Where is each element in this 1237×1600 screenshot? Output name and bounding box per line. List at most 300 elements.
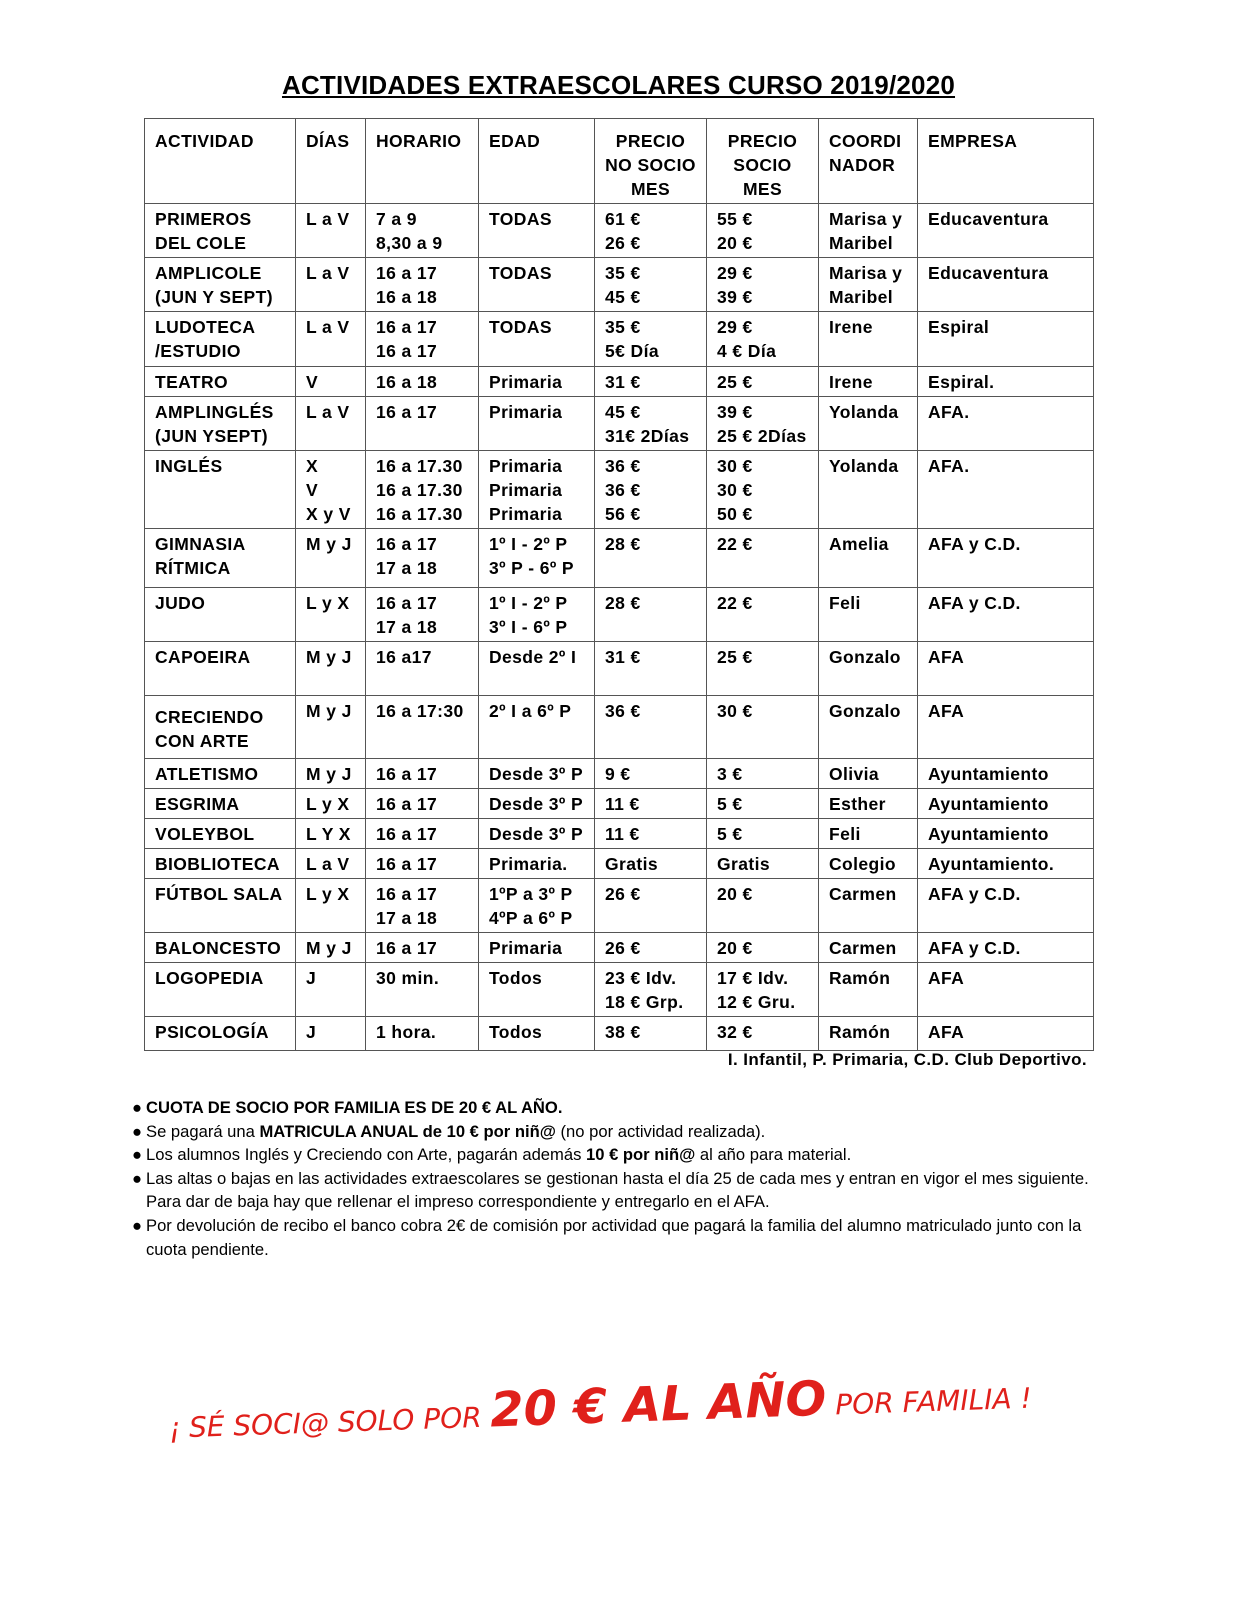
- cell-line: 45 €: [605, 402, 641, 422]
- cell-line: Marisa y: [829, 263, 903, 283]
- cell-line: M y J: [306, 764, 352, 784]
- cell-line: 32 €: [717, 1022, 753, 1042]
- cell-line: Primaria: [489, 938, 563, 958]
- cell-precio-socio: [707, 696, 819, 759]
- cell-line: CAPOEIRA: [155, 647, 251, 667]
- header-line: NO SOCIO: [605, 155, 696, 175]
- table-row: [145, 204, 1094, 258]
- abbreviations-legend: I. Infantil, P. Primaria, C.D. Club Deportivo.: [727, 1050, 1087, 1069]
- cell-line: 1º I - 2º P: [489, 593, 568, 613]
- cell-line: 36 €: [605, 456, 641, 476]
- bullet-icon: ●: [132, 1215, 143, 1235]
- cell-line: Ayuntamiento: [928, 764, 1049, 784]
- cell-line: AFA y C.D.: [928, 884, 1021, 904]
- cell-line: Todos: [489, 1022, 543, 1042]
- cell-line: Ayuntamiento: [928, 794, 1049, 814]
- cell-precio-no-socio: [595, 367, 707, 397]
- cell-dias: [296, 933, 366, 963]
- cell-precio-no-socio: [595, 258, 707, 312]
- cell-line: 17 a 18: [376, 908, 438, 928]
- cell-coordinador: [819, 1017, 918, 1051]
- cell-horario: [366, 819, 479, 849]
- cell-line: 56 €: [605, 504, 641, 524]
- cell-line: Desde 3º P: [489, 764, 584, 784]
- cell-line: V: [306, 372, 319, 392]
- header-line: MES: [630, 179, 671, 199]
- cell-line: 12 € Gru.: [717, 992, 796, 1012]
- cell-empresa: [918, 204, 1094, 258]
- cell-line: 30 €: [717, 480, 753, 500]
- cell-line: 4ºP a 6º P: [489, 908, 573, 928]
- cell-line: Educaventura: [928, 209, 1049, 229]
- cell-horario: [366, 529, 479, 588]
- banner-part-1: ¡ SÉ SOCI@ SOLO POR: [168, 1400, 492, 1445]
- cell-line: L Y X: [306, 824, 351, 844]
- cell-coordinador: [819, 258, 918, 312]
- banner-text: [168, 1363, 1032, 1450]
- cell-line: FÚTBOL SALA: [155, 884, 283, 904]
- cell-precio-no-socio: [595, 451, 707, 529]
- cell-empresa: [918, 258, 1094, 312]
- cell-line: PSICOLOGÍA: [155, 1022, 269, 1042]
- cell-edad: [479, 1017, 595, 1051]
- cell-edad: [479, 258, 595, 312]
- cell-precio-no-socio: [595, 588, 707, 642]
- cell-line: Espiral: [928, 317, 990, 337]
- cell-line: 9 €: [605, 764, 631, 784]
- cell-empresa: [918, 789, 1094, 819]
- cell-line: Maribel: [829, 287, 894, 307]
- header-actividad: [145, 119, 296, 204]
- cell-actividad: [145, 588, 296, 642]
- table-row: [145, 367, 1094, 397]
- cell-line: V: [306, 480, 319, 500]
- cell-dias: [296, 367, 366, 397]
- cell-line: 16 a 17: [376, 317, 438, 337]
- cell-horario: [366, 397, 479, 451]
- cell-line: 26 €: [605, 884, 641, 904]
- cell-line: 17 a 18: [376, 558, 438, 578]
- cell-line: 1 hora.: [376, 1022, 437, 1042]
- cell-line: TEATRO: [155, 372, 229, 392]
- cell-dias: [296, 529, 366, 588]
- cell-line: 5€ Día: [605, 341, 659, 361]
- cell-coordinador: [819, 204, 918, 258]
- cell-precio-no-socio: [595, 642, 707, 696]
- cell-empresa: [918, 849, 1094, 879]
- table-row: [145, 258, 1094, 312]
- cell-line: Primaria: [489, 456, 563, 476]
- cell-horario: [366, 759, 479, 789]
- cell-dias: [296, 879, 366, 933]
- cell-line: Ayuntamiento: [928, 824, 1049, 844]
- cell-line: AMPLINGLÉS: [155, 402, 274, 422]
- cell-empresa: [918, 397, 1094, 451]
- cell-empresa: [918, 963, 1094, 1017]
- cell-line: Primaria: [489, 480, 563, 500]
- cell-line: JUDO: [155, 593, 206, 613]
- cell-line: 17 a 18: [376, 617, 438, 637]
- cell-precio-no-socio: [595, 397, 707, 451]
- cell-line: 16 a 17: [376, 402, 438, 422]
- cell-line: Primaria: [489, 402, 563, 422]
- cell-precio-socio: [707, 933, 819, 963]
- cell-line: TODAS: [489, 317, 552, 337]
- cell-actividad: [145, 1017, 296, 1051]
- cell-dias: [296, 312, 366, 367]
- cell-coordinador: [819, 879, 918, 933]
- cell-line: VOLEYBOL: [155, 824, 255, 844]
- cell-line: (JUN Y SEPT): [155, 287, 273, 307]
- cell-edad: [479, 849, 595, 879]
- cell-edad: [479, 879, 595, 933]
- cell-line: AMPLICOLE: [155, 263, 262, 283]
- activities-table: [144, 118, 1094, 1051]
- cell-edad: [479, 397, 595, 451]
- cell-actividad: [145, 849, 296, 879]
- cell-empresa: [918, 879, 1094, 933]
- cell-line: CON ARTE: [155, 731, 249, 751]
- cell-line: INGLÉS: [155, 456, 223, 476]
- cell-line: 5 €: [717, 824, 743, 844]
- header-dias: [296, 119, 366, 204]
- cell-precio-no-socio: [595, 1017, 707, 1051]
- header-line: HORARIO: [376, 131, 462, 151]
- cell-line: 39 €: [717, 287, 753, 307]
- table-row: [145, 588, 1094, 642]
- banner-part-2: 20 € AL AÑO: [489, 1370, 828, 1439]
- cell-actividad: [145, 367, 296, 397]
- header-precio-no-socio: [595, 119, 707, 204]
- cell-precio-socio: [707, 451, 819, 529]
- cell-precio-no-socio: [595, 312, 707, 367]
- cell-line: 16 a 17.30: [376, 456, 463, 476]
- cell-precio-socio: [707, 879, 819, 933]
- cell-line: 20 €: [717, 233, 753, 253]
- cell-line: /ESTUDIO: [155, 341, 241, 361]
- cell-line: TODAS: [489, 209, 552, 229]
- cell-precio-no-socio: [595, 529, 707, 588]
- cell-dias: [296, 819, 366, 849]
- cell-line: 36 €: [605, 701, 641, 721]
- cell-line: Esther: [829, 794, 886, 814]
- note-text: Se pagará una: [146, 1121, 260, 1141]
- cell-line: AFA.: [928, 402, 970, 422]
- cell-horario: [366, 879, 479, 933]
- cell-line: 16 a 17: [376, 534, 438, 554]
- cell-line: ESGRIMA: [155, 794, 240, 814]
- cell-empresa: [918, 642, 1094, 696]
- cell-line: 28 €: [605, 593, 641, 613]
- cell-precio-socio: [707, 204, 819, 258]
- cell-edad: [479, 588, 595, 642]
- note-item: [132, 1143, 1092, 1167]
- cell-coordinador: [819, 529, 918, 588]
- table-row: [145, 1017, 1094, 1051]
- note-text: 10 € por niñ@: [586, 1145, 696, 1165]
- cell-line: Gratis: [605, 854, 658, 874]
- cell-horario: [366, 849, 479, 879]
- cell-horario: [366, 789, 479, 819]
- cell-line: AFA.: [928, 456, 970, 476]
- cell-horario: [366, 204, 479, 258]
- cell-line: 38 €: [605, 1022, 641, 1042]
- cell-edad: [479, 696, 595, 759]
- cell-dias: [296, 642, 366, 696]
- cell-line: AFA y C.D.: [928, 534, 1021, 554]
- cell-edad: [479, 819, 595, 849]
- header-line: MES: [742, 179, 783, 199]
- cell-line: Ramón: [829, 968, 891, 988]
- cell-horario: [366, 1017, 479, 1051]
- cell-line: Irene: [829, 372, 873, 392]
- cell-line: CRECIENDO: [155, 707, 264, 727]
- header-line: ACTIVIDAD: [155, 131, 254, 151]
- cell-precio-no-socio: [595, 204, 707, 258]
- cell-line: Primaria: [489, 372, 563, 392]
- cell-line: M y J: [306, 701, 352, 721]
- cell-empresa: [918, 312, 1094, 367]
- cell-line: 1ºP a 3º P: [489, 884, 573, 904]
- cell-dias: [296, 588, 366, 642]
- cell-horario: [366, 642, 479, 696]
- cell-line: 28 €: [605, 534, 641, 554]
- cell-line: 29 €: [717, 317, 753, 337]
- cell-edad: [479, 529, 595, 588]
- cell-dias: [296, 1017, 366, 1051]
- header-line: COORDI: [829, 131, 902, 151]
- header-line: NADOR: [829, 155, 896, 175]
- cell-line: L y X: [306, 794, 350, 814]
- cell-actividad: [145, 879, 296, 933]
- cell-coordinador: [819, 849, 918, 879]
- cell-actividad: [145, 933, 296, 963]
- cell-edad: [479, 933, 595, 963]
- cell-line: 35 €: [605, 263, 641, 283]
- header-line: EMPRESA: [928, 131, 1018, 151]
- cell-edad: [479, 451, 595, 529]
- cell-line: Feli: [829, 593, 861, 613]
- cell-line: 50 €: [717, 504, 753, 524]
- cell-precio-socio: [707, 789, 819, 819]
- cell-dias: [296, 204, 366, 258]
- notes-list: [132, 1096, 1092, 1261]
- cell-line: 3 €: [717, 764, 743, 784]
- cell-line: 3º P - 6º P: [489, 558, 574, 578]
- cell-line: 4 € Día: [717, 341, 777, 361]
- table-row: [145, 849, 1094, 879]
- cell-line: M y J: [306, 534, 352, 554]
- note-item: [132, 1120, 1092, 1144]
- cell-coordinador: [819, 588, 918, 642]
- note-text: Las altas o bajas en las actividades extraescolares se gestionan hasta el día 25 de cada mes y entran en vigor el mes siguiente. Para dar de baja hay que rellenar el impreso correspondiente y entregarlo en el AFA.: [146, 1168, 1089, 1212]
- cell-line: 16 a 17: [376, 593, 438, 613]
- table-row: [145, 696, 1094, 759]
- cell-empresa: [918, 933, 1094, 963]
- cell-horario: [366, 588, 479, 642]
- cell-line: 22 €: [717, 534, 753, 554]
- cell-line: Desde 3º P: [489, 794, 584, 814]
- cell-precio-no-socio: [595, 933, 707, 963]
- cell-line: LUDOTECA: [155, 317, 256, 337]
- cell-line: 16 a 17: [376, 854, 438, 874]
- cell-line: X y V: [306, 504, 351, 524]
- cell-line: Olivia: [829, 764, 880, 784]
- bullet-icon: ●: [132, 1098, 143, 1117]
- cell-line: Gonzalo: [829, 701, 901, 721]
- cell-line: 35 €: [605, 317, 641, 337]
- cell-line: (JUN YSEPT): [155, 426, 268, 446]
- cell-actividad: [145, 312, 296, 367]
- table-row: [145, 879, 1094, 933]
- cell-empresa: [918, 759, 1094, 789]
- cell-line: 25 €: [717, 372, 753, 392]
- header-line: PRECIO: [615, 131, 686, 151]
- cell-precio-socio: [707, 1017, 819, 1051]
- cell-precio-no-socio: [595, 789, 707, 819]
- cell-empresa: [918, 1017, 1094, 1051]
- cell-actividad: [145, 789, 296, 819]
- cell-empresa: [918, 696, 1094, 759]
- note-text: (no por actividad realizada).: [555, 1121, 766, 1141]
- note-item: [132, 1167, 1092, 1214]
- cell-line: 30 €: [717, 701, 753, 721]
- note-text: CUOTA DE SOCIO POR FAMILIA ES DE 20 € AL AÑO.: [146, 1098, 563, 1117]
- table-row: [145, 933, 1094, 963]
- cell-line: GIMNASIA: [155, 534, 246, 554]
- cell-line: Ramón: [829, 1022, 891, 1042]
- cell-actividad: [145, 204, 296, 258]
- cell-edad: [479, 312, 595, 367]
- cell-line: Espiral.: [928, 372, 995, 392]
- cell-line: Colegio: [829, 854, 896, 874]
- cell-horario: [366, 312, 479, 367]
- cell-precio-no-socio: [595, 879, 707, 933]
- cell-line: L a V: [306, 209, 350, 229]
- note-text: MATRICULA ANUAL de 10 € por niñ@: [259, 1121, 556, 1141]
- cell-coordinador: [819, 963, 918, 1017]
- cell-line: AFA y C.D.: [928, 593, 1021, 613]
- cell-line: 26 €: [605, 938, 641, 958]
- cell-line: 26 €: [605, 233, 641, 253]
- note-text: Los alumnos Inglés y Creciendo con Arte, pagarán además: [146, 1145, 586, 1165]
- cell-precio-socio: [707, 588, 819, 642]
- cell-actividad: [145, 759, 296, 789]
- cell-line: 11 €: [605, 794, 640, 814]
- cell-line: 16 a 17: [376, 884, 438, 904]
- cell-line: Maribel: [829, 233, 894, 253]
- table-header-row: [145, 119, 1094, 204]
- cell-line: Gratis: [717, 854, 770, 874]
- cell-horario: [366, 963, 479, 1017]
- cell-line: AFA: [928, 647, 965, 667]
- cell-line: 16 a17: [376, 647, 432, 667]
- cell-actividad: [145, 642, 296, 696]
- cell-line: Carmen: [829, 938, 897, 958]
- table-row: [145, 312, 1094, 367]
- cell-coordinador: [819, 933, 918, 963]
- cell-line: 29 €: [717, 263, 753, 283]
- cell-edad: [479, 789, 595, 819]
- header-empresa: [918, 119, 1094, 204]
- cell-precio-socio: [707, 819, 819, 849]
- cell-line: 61 €: [605, 209, 641, 229]
- cell-line: 39 €: [717, 402, 753, 422]
- membership-banner: [168, 1340, 1068, 1450]
- header-edad: [479, 119, 595, 204]
- cell-line: 1º I - 2º P: [489, 534, 568, 554]
- cell-dias: [296, 789, 366, 819]
- cell-line: Yolanda: [829, 402, 899, 422]
- cell-line: 31€ 2Días: [605, 426, 690, 446]
- cell-coordinador: [819, 312, 918, 367]
- cell-line: 31 €: [605, 647, 641, 667]
- cell-line: AFA: [928, 968, 965, 988]
- header-line: SOCIO: [733, 155, 792, 175]
- cell-precio-no-socio: [595, 963, 707, 1017]
- cell-precio-socio: [707, 642, 819, 696]
- cell-line: 30 min.: [376, 968, 440, 988]
- cell-coordinador: [819, 759, 918, 789]
- cell-line: Carmen: [829, 884, 897, 904]
- cell-horario: [366, 367, 479, 397]
- header-line: EDAD: [489, 131, 541, 151]
- note-text: al año para material.: [695, 1145, 852, 1165]
- cell-line: Gonzalo: [829, 647, 901, 667]
- cell-line: 16 a 17.30: [376, 504, 463, 524]
- header-horario: [366, 119, 479, 204]
- cell-line: 23 € Idv.: [605, 968, 677, 988]
- cell-line: 16 a 17: [376, 938, 438, 958]
- cell-edad: [479, 759, 595, 789]
- header-precio-socio: [707, 119, 819, 204]
- cell-line: 5 €: [717, 794, 743, 814]
- cell-line: 25 €: [717, 647, 753, 667]
- cell-line: 20 €: [717, 938, 753, 958]
- cell-actividad: [145, 258, 296, 312]
- cell-line: 16 a 17.30: [376, 480, 463, 500]
- cell-horario: [366, 933, 479, 963]
- cell-line: AFA: [928, 1022, 965, 1042]
- cell-edad: [479, 642, 595, 696]
- cell-edad: [479, 204, 595, 258]
- cell-empresa: [918, 451, 1094, 529]
- cell-line: 2º I a 6º P: [489, 701, 572, 721]
- cell-line: 8,30 a 9: [376, 233, 443, 253]
- cell-precio-socio: [707, 963, 819, 1017]
- cell-line: Feli: [829, 824, 861, 844]
- table-body: [145, 204, 1094, 1051]
- cell-coordinador: [819, 397, 918, 451]
- cell-coordinador: [819, 819, 918, 849]
- cell-precio-socio: [707, 759, 819, 789]
- cell-dias: [296, 963, 366, 1017]
- cell-line: RÍTMICA: [155, 558, 231, 578]
- cell-line: Yolanda: [829, 456, 899, 476]
- cell-line: Todos: [489, 968, 543, 988]
- note-item: [132, 1096, 1092, 1120]
- table-row: [145, 963, 1094, 1017]
- cell-dias: [296, 397, 366, 451]
- cell-precio-socio: [707, 529, 819, 588]
- cell-line: 18 € Grp.: [605, 992, 684, 1012]
- cell-precio-socio: [707, 312, 819, 367]
- bullet-icon: ●: [132, 1121, 143, 1141]
- cell-precio-socio: [707, 397, 819, 451]
- cell-coordinador: [819, 451, 918, 529]
- cell-line: 11 €: [605, 824, 640, 844]
- cell-line: 3º I - 6º P: [489, 617, 568, 637]
